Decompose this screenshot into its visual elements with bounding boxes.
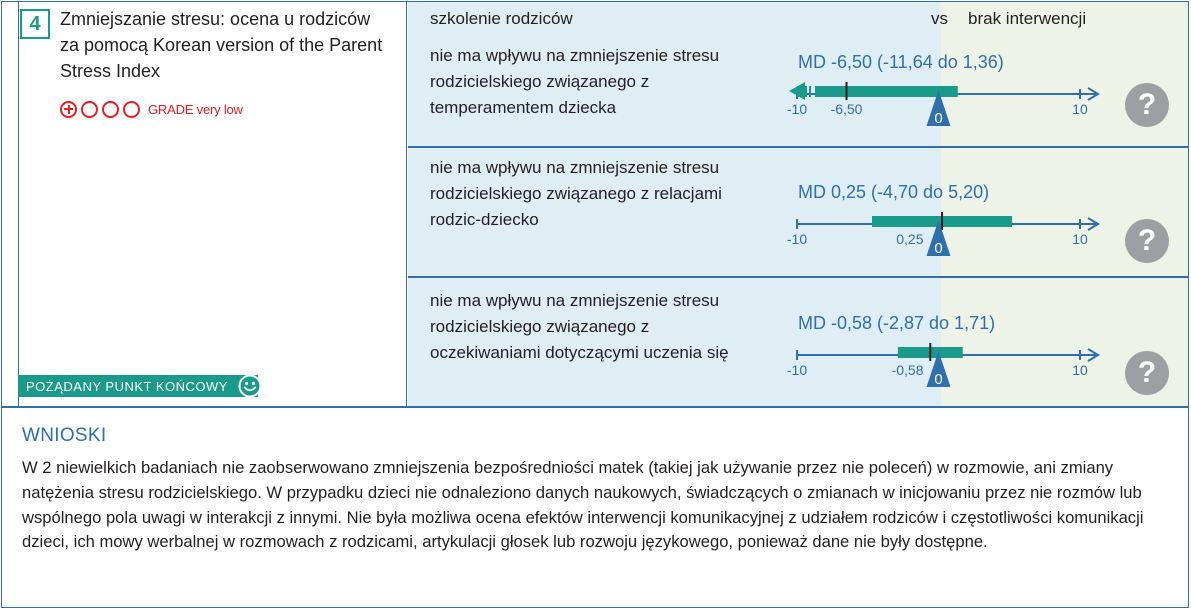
ci-bar-dash (809, 86, 811, 97)
tick-label: 10 (1072, 101, 1088, 117)
question-mark-icon: ? (1125, 83, 1169, 127)
row-3-text: nie ma wpływu na zmniejszenie stresu rodzicielskiego związanego z oczekiwaniami dotyczącymi uczenia się (430, 291, 729, 362)
outcome-title: Zmniejszanie stresu: ocena u rodziców za pomocą Korean version of the Parent Stress Index (60, 9, 383, 81)
tick-label: -10 (786, 231, 808, 247)
outcome-number: 4 (20, 9, 50, 39)
row-3-md-label: MD -0,58 (-2,87 do 1,71) (798, 313, 996, 333)
ci-bar-dash (805, 86, 807, 97)
vs-label: vs (931, 9, 948, 28)
row-2-text: nie ma wpływu na zmniejszenie stresu rodzicielskiego związanego z relacjami rodzic-dziecko (430, 158, 722, 229)
circle-icon (123, 101, 140, 118)
forest-plot-row-2 (745, 202, 1125, 282)
point-estimate-label: -0,58 (891, 362, 924, 378)
zero-label: 0 (934, 240, 943, 257)
forest-plot-row-3 (745, 333, 1125, 413)
circle-icon (81, 101, 98, 118)
point-estimate-label: -6,50 (830, 101, 863, 117)
circle-plus-icon (60, 101, 77, 118)
zero-label: 0 (934, 110, 943, 127)
ci-bar (815, 86, 958, 97)
circle-icon (102, 101, 119, 118)
intervention-header: szkolenie rodziców (430, 9, 573, 28)
tick-label: 10 (1072, 231, 1088, 247)
question-mark-icon: ? (1125, 219, 1169, 263)
zero-label: 0 (934, 371, 943, 388)
grade-label: GRADE very low (148, 101, 243, 117)
endpoint-badge (18, 375, 258, 397)
tick-label: 10 (1072, 362, 1088, 378)
conclusions-text: W 2 niewielkich badaniach nie zaobserwowano zmniejszenia bezpośredniości matek (takiej jak używanie przez nie poleceń) w rozmowie, ani zmiany natężenia stresu rodzicielskiego. W przypadku dzieci nie odnaleziono danych naukowych, świadczących o zmianach w inicjowaniu przez nie rozmów lub wspólnego pola uwagi w interakcji z innymi. Nie była możliwa ocena efektów interwencji komunikacyjnej z udziałem rodziców i częstotliwości komunikacji dzieci, ich mowy werbalnej w rozmowach z rodzicami, artykulacji głosek lub rozwoju językowego, ponieważ dane nie były dostępne. (22, 458, 1144, 552)
grade-rating (60, 98, 243, 120)
question-mark-icon: ? (1125, 351, 1169, 395)
forest-plot-row-1 (745, 72, 1125, 152)
row-2-md-label: MD 0,25 (-4,70 do 5,20) (798, 182, 990, 202)
control-header: brak interwencji (968, 9, 1087, 28)
tick-label: -10 (786, 101, 808, 117)
conclusions-title: WNIOSKI (22, 425, 107, 446)
row-1-text: nie ma wpływu na zmniejszenie stresu rodzicielskiego związanego z temperamentem dziecka (430, 46, 720, 117)
tick-label: -10 (786, 362, 808, 378)
endpoint-label: POŻĄDANY PUNKT KOŃCOWY (26, 378, 228, 394)
point-estimate-label: 0,25 (896, 231, 924, 247)
section-separator (1, 406, 1189, 408)
smiley-icon (238, 374, 262, 398)
row-1-md-label: MD -6,50 (-11,64 do 1,36) (798, 52, 1004, 72)
